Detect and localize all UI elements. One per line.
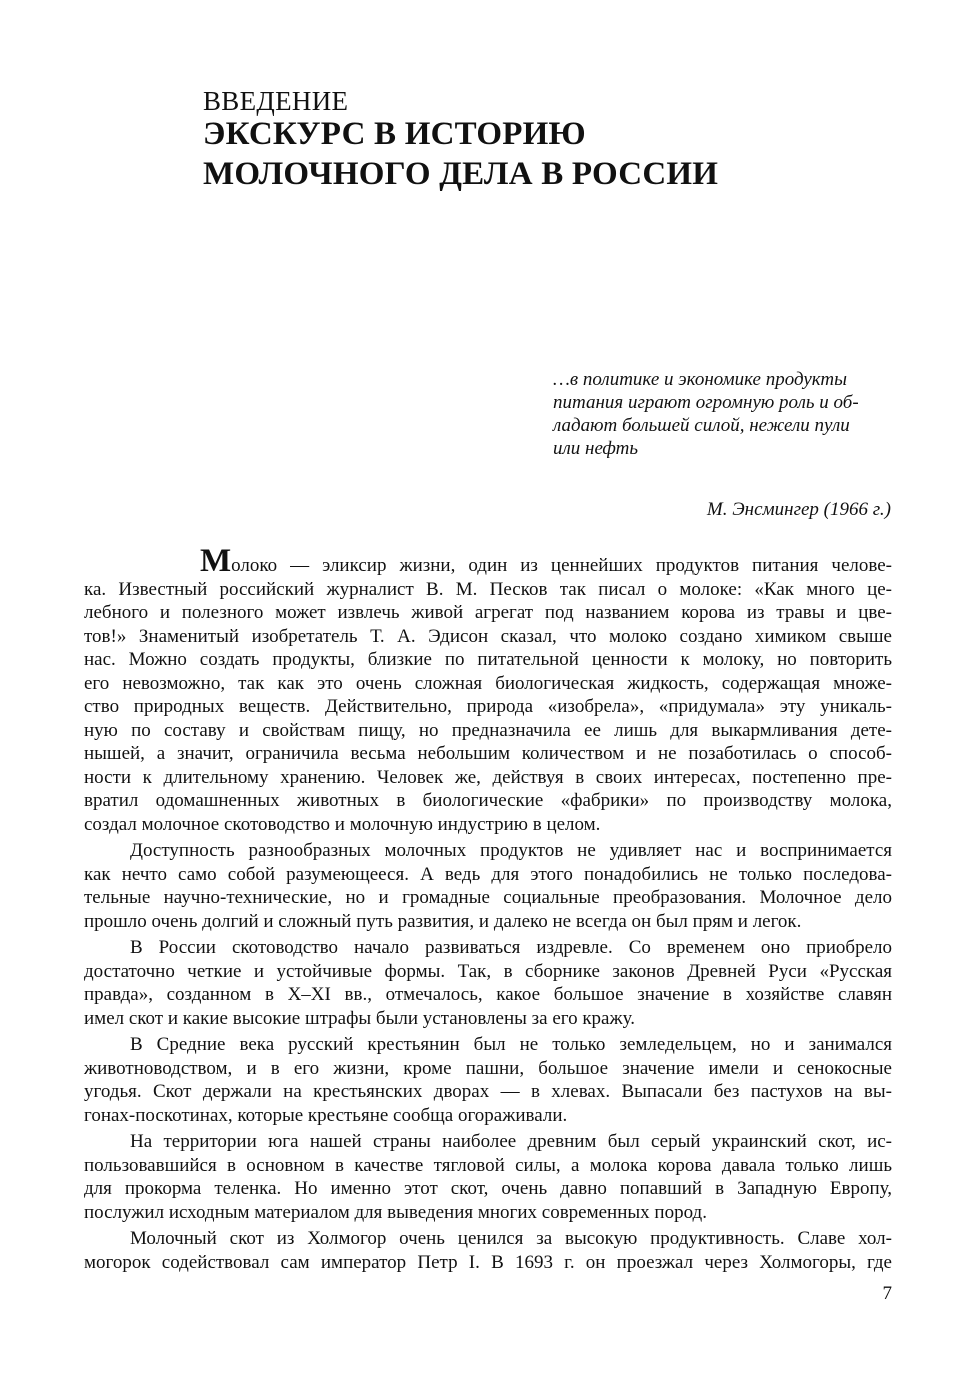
paragraph-line: ную по составу и свойствам пищу, но предназначила ее лишь для выкармливания дете- xyxy=(84,719,892,741)
paragraph-line: создал молочное скотоводство и молочную индустрию в целом. xyxy=(84,813,601,835)
paragraph-line: послужил исходным материалом для выведения многих современных пород. xyxy=(84,1201,707,1223)
paragraph xyxy=(84,839,892,933)
epigraph xyxy=(553,368,891,460)
paragraph-line: нас. Можно создать продукты, близкие по питательной ценности к молоку, но повторить xyxy=(84,649,892,670)
paragraph-line: лебного и полезного может извлечь живой агрегат под названием корова из травы и цве- xyxy=(84,602,892,623)
paragraph-line: правда», созданном в X–XI вв., отмечалось, какое большое значение в хозяйстве славян xyxy=(84,984,892,1005)
paragraph-line: вратил одомашненных животных в биологические «фабрики» по производству молока, xyxy=(84,790,892,811)
paragraph-line: ности к длительному хранению. Человек же, действуя в своих интересах, постепенно пре- xyxy=(84,766,892,788)
paragraph-line: В Средние века русский крестьянин был не только земледельцем, но и занимался xyxy=(130,1034,892,1055)
paragraph-line: В России скотоводство начало развиваться издревле. Со временем оно приобрело xyxy=(130,937,892,958)
paragraph-line: тов!» Знаменитый изобретатель Т. А. Эдисон сказал, что молоко создано химиком свыше xyxy=(84,625,892,647)
paragraph-line: для прокорма теленка. Но именно этот скот, очень давно попавший в Западную Европу, xyxy=(84,1178,892,1199)
epigraph-line: питания играют огромную роль и об- xyxy=(553,392,859,413)
paragraph-line: На территории юга нашей страны наиболее древним был серый украинский скот, ис- xyxy=(130,1131,892,1152)
paragraph-line: ство природных веществ. Действительно, природа «изобрела», «придумала» эту уникаль- xyxy=(84,696,892,717)
paragraph-line: пользовавшийся в основном в качестве тягловой силы, а молока корова давала только лишь xyxy=(84,1154,892,1176)
paragraph-line: ка. Известный российский журналист В. М. Песков так писал о молоке: «Как много це- xyxy=(84,578,892,600)
paragraph xyxy=(84,1130,892,1224)
chapter-label: ВВЕДЕНИЕ xyxy=(203,86,349,116)
paragraph-line: как нечто само собой разумеющееся. А ведь для этого понадобились не только последова- xyxy=(84,863,892,885)
paragraph-line: тельные научно-технические, но и громадные социальные преобразования. Молочное дело xyxy=(84,887,892,908)
paragraph-line: Доступность разнообразных молочных продуктов не удивляет нас и воспринимается xyxy=(130,840,892,861)
drop-cap-rest: олоко — эликсир жизни, один из ценнейших продуктов питания челове- xyxy=(231,555,892,576)
drop-cap: М xyxy=(200,543,232,579)
paragraph-line: имел скот и какие высокие штрафы были установлены за его кражу. xyxy=(84,1007,635,1029)
chapter-title xyxy=(203,114,718,194)
epigraph-attribution: М. Энсмингер (1966 г.) xyxy=(706,499,891,520)
epigraph-line: ладают большей силой, нежели пули xyxy=(553,415,850,436)
page-number: 7 xyxy=(882,1283,892,1304)
paragraph xyxy=(84,1033,892,1127)
epigraph-line: …в политике и экономике продукты xyxy=(553,369,848,390)
paragraph-line: достаточно четкие и устойчивые формы. Так, в сборнике законов Древней Руси «Русская xyxy=(84,960,892,982)
paragraph-line: могорок содействовал сам император Петр I. В 1693 г. он проезжал через Холмогоры, где xyxy=(84,1251,892,1273)
chapter-title-line: ЭКСКУРС В ИСТОРИЮ xyxy=(203,116,586,152)
paragraph-line: прошло очень долгий и сложный путь развития, и далеко не всегда он был прям и легок. xyxy=(84,910,802,932)
paragraph-line: Молочный скот из Холмогор очень ценился за высокую продуктивность. Славе хол- xyxy=(130,1228,892,1249)
paragraph-line: животноводством, и в его жизни, кроме пашни, большое значение имели и сенокосные xyxy=(84,1057,892,1079)
paragraph-line xyxy=(84,543,892,579)
epigraph-line: или нефть xyxy=(553,438,639,459)
paragraph-line: гонах-поскотинах, которые крестьяне сообща огораживали. xyxy=(84,1104,568,1126)
paragraph xyxy=(84,1227,892,1274)
body-text xyxy=(84,543,892,1274)
paragraph-line: его невозможно, так как это очень сложная биологическая жидкость, содержащая множе- xyxy=(84,672,892,694)
chapter-title-line: МОЛОЧНОГО ДЕЛА В РОССИИ xyxy=(203,156,719,192)
paragraph xyxy=(84,543,892,836)
paragraph-line: угодья. Скот держали на крестьянских дворах — в хлевах. Выпасали без пастухов на вы- xyxy=(84,1081,892,1102)
paragraph xyxy=(84,936,892,1030)
paragraph-line: нышей, а значит, ограничила весьма небольшим количеством и не позаботилась о способ- xyxy=(84,743,892,764)
